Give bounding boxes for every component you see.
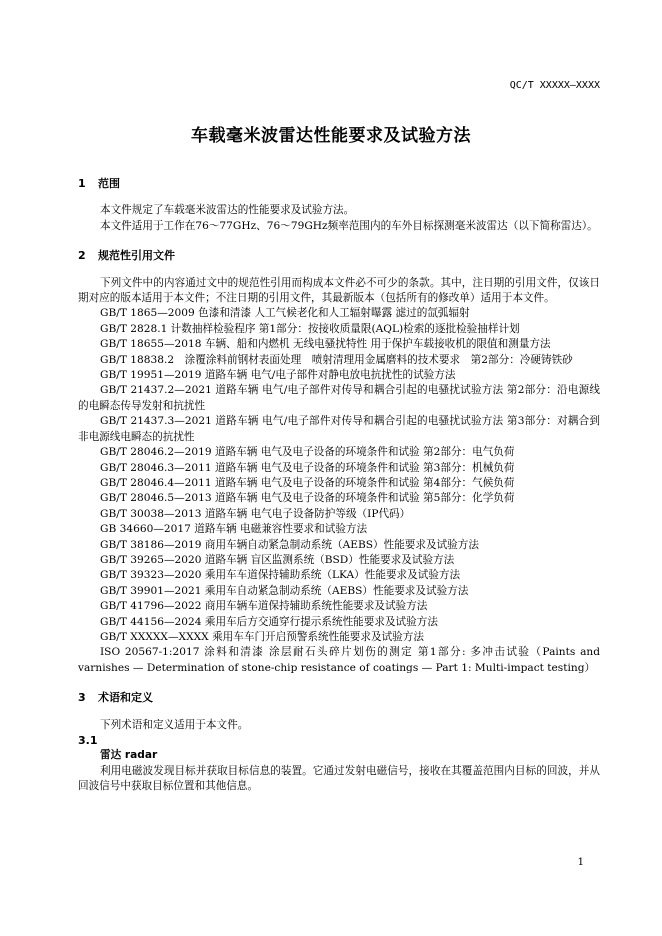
paragraph: 下列术语和定义适用于本文件。 <box>100 718 249 731</box>
reference-item: GB/T 21437.2—2021 道路车辆 电气/电子部件对传导和耦合引起的电骚扰试验方法 第2部分：沿电源线的电瞬态传导发射和抗扰性 <box>78 384 600 412</box>
section-number: 2 <box>78 249 86 263</box>
section-heading-normative-references <box>78 248 600 263</box>
page-number: 1 <box>577 857 584 868</box>
reference-item: GB/T 18655—2018 车辆、船和内燃机 无线电骚扰特性 用于保护车载接收机的限值和测量方法 <box>100 338 551 351</box>
paragraph: 本文件适用于工作在76～77GHz、76～79GHz频率范围内的车外目标探测毫米波雷达（以下简称雷达）。 <box>100 219 598 232</box>
reference-item: GB/T 44156—2024 乘用车后方交通穿行提示系统性能要求及试验方法 <box>100 615 438 628</box>
section-number: 1 <box>78 177 86 190</box>
reference-item: GB/T 2828.1 计数抽样检验程序 第1部分：按接收质量限(AQL)检索的逐批检验抽样计划 <box>100 322 520 335</box>
document-body <box>78 176 600 795</box>
reference-item: GB/T 39901—2021 乘用车自动紧急制动系统（AEBS）性能要求及试验方法 <box>100 584 469 597</box>
reference-list <box>78 306 600 676</box>
reference-item: GB/T 1865—2009 色漆和清漆 人工气候老化和人工辐射曝露 滤过的氙弧辐射 <box>100 307 470 320</box>
section-heading-terms <box>78 690 600 705</box>
section-heading-scope <box>78 176 600 191</box>
reference-item: GB/T 18838.2 涂覆涂料前钢材表面处理 喷射清理用金属磨料的技术要求 第2部分：冷硬铸铁砂 <box>100 353 573 366</box>
document-id: QC/T XXXXX—XXXX <box>509 80 600 91</box>
section-number: 3 <box>78 691 86 705</box>
reference-item: GB/T 41796—2022 商用车辆车道保持辅助系统性能要求及试验方法 <box>100 600 428 613</box>
section-title: 范围 <box>98 177 120 190</box>
term-name: 雷达 radar <box>100 749 158 762</box>
reference-item: GB/T 38186—2019 商用车辆自动紧急制动系统（AEBS）性能要求及试验方法 <box>100 538 479 551</box>
section-title: 术语和定义 <box>98 691 153 705</box>
reference-item: ISO 20567-1:2017 涂料和清漆 涂层耐石头碎片划伤的测定 第1部分: 多冲击试验（Paints and varnishes — Determination of stone-chip resistance of coatings — Part 1: Multi-impact testing） <box>78 646 600 674</box>
term-definition: 利用电磁波发现目标并获取目标信息的装置。它通过发射电磁信号，接收在其覆盖范围内目标的回波，并从回波信号中获取目标位置和其他信息。 <box>78 764 600 793</box>
reference-item: GB/T 28046.4—2011 道路车辆 电气及电子设备的环境条件和试验 第4部分：气候负荷 <box>100 476 515 489</box>
paragraph: 下列文件中的内容通过文中的规范性引用而构成本文件必不可少的条款。其中，注日期的引用文件，仅该日期对应的版本适用于本文件；不注日期的引用文件，其最新版本（包括所有的修改单）适用于本文件。 <box>78 276 600 305</box>
page-title: 车载毫米波雷达性能要求及试验方法 <box>191 126 471 146</box>
reference-item: GB/T XXXXX—XXXX 乘用车车门开启预警系统性能要求及试验方法 <box>100 630 424 643</box>
section-title: 规范性引用文件 <box>98 249 175 263</box>
reference-item: GB/T 39323—2020 乘用车车道保持辅助系统（LKA）性能要求及试验方法 <box>100 569 461 582</box>
reference-item: GB/T 19951—2019 道路车辆 电气/电子部件对静电放电抗扰性的试验方法 <box>100 369 456 382</box>
reference-item: GB/T 39265—2020 道路车辆 盲区监测系统（BSD）性能要求及试验方法 <box>100 553 455 566</box>
paragraph: 本文件规定了车载毫米波雷达的性能要求及试验方法。 <box>100 204 355 217</box>
reference-item: GB/T 30038—2013 道路车辆 电气电子设备防护等级（IP代码） <box>100 507 411 520</box>
reference-item: GB 34660—2017 道路车辆 电磁兼容性要求和试验方法 <box>100 523 368 536</box>
term-number: 3.1 <box>78 734 98 747</box>
reference-item: GB/T 28046.2—2019 道路车辆 电气及电子设备的环境条件和试验 第2部分：电气负荷 <box>100 446 515 459</box>
reference-item: GB/T 28046.5—2013 道路车辆 电气及电子设备的环境条件和试验 第5部分：化学负荷 <box>100 492 515 505</box>
reference-item: GB/T 21437.3—2021 道路车辆 电气/电子部件对传导和耦合引起的电骚扰试验方法 第3部分：对耦合到非电源线电瞬态的抗扰性 <box>78 415 600 443</box>
reference-item: GB/T 28046.3—2011 道路车辆 电气及电子设备的环境条件和试验 第3部分：机械负荷 <box>100 461 515 474</box>
